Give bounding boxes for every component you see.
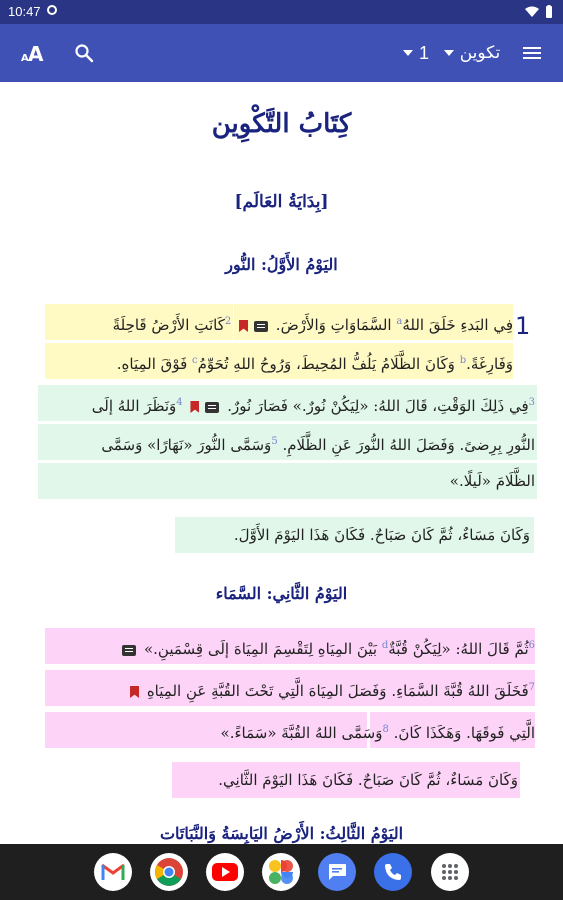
dock-chrome[interactable] xyxy=(150,853,188,891)
verse-line xyxy=(48,343,513,379)
status-bar xyxy=(0,0,563,24)
verse-7-text-b[interactable]: الَّتِي فَوقَهَا. وَهَكَذَا كَانَ. xyxy=(393,724,535,742)
verse-2-text-c[interactable]: وَكَانَ الظَّلَامُ يَلُفُّ المُحِيطَ، وَرُوحُ اللهِ تُحَوِّمُ xyxy=(197,355,455,373)
bookmark-icon[interactable] xyxy=(239,320,248,332)
verse-number: 5 xyxy=(271,436,278,447)
book-selector[interactable] xyxy=(438,24,506,82)
battery-icon xyxy=(545,5,553,19)
status-icons xyxy=(525,5,553,19)
verse-number: 6 xyxy=(528,640,535,651)
section-heading: [بِدَايَةُ العَالَم] xyxy=(234,192,329,212)
verse-line xyxy=(45,670,535,706)
verse-1-text[interactable]: فِي البَدءِ خَلَقَ اللهُ xyxy=(402,316,513,334)
dock-messages[interactable] xyxy=(318,853,356,891)
book-title: كِتَابُ التَّكْوِين xyxy=(211,109,352,139)
app-toolbar xyxy=(0,24,563,82)
chapter-selector[interactable] xyxy=(396,24,436,82)
verse-8-text[interactable]: وَسَمَّى اللهُ القُبَّةَ «سَمَاءً.» xyxy=(220,724,383,742)
chevron-down-icon xyxy=(444,50,454,56)
verse-number: 4 xyxy=(176,397,183,408)
dock-photos[interactable] xyxy=(262,853,300,891)
footnote-a[interactable]: a xyxy=(396,316,403,327)
dock-phone[interactable] xyxy=(374,853,412,891)
verse-6-text-b[interactable]: بَيْنَ المِيَاهِ لِتَقْسِمَ المِيَاهَ إلَى قِسْمَينِ.» xyxy=(143,640,378,658)
text-size-icon xyxy=(21,42,47,64)
day3-heading: اليَوْمُ الثَّالِثُ: الأَرْضُ اليَابِسَةُ وَالنَّبَاتَات xyxy=(159,824,404,843)
apps-icon xyxy=(441,863,459,881)
verse-3-text[interactable]: فِي ذَلِكَ الوَقْتِ، قَالَ اللهُ: «لِيَكُنْ نُورٌ.» فَصَارَ نُورٌ. xyxy=(227,397,529,415)
day1-close[interactable]: وَكَانَ مَسَاءٌ، ثُمَّ كَانَ صَبَاحٌ. فَكَانَ هَذَا اليَوْمَ الأَوَّلَ. xyxy=(233,526,530,544)
menu-icon xyxy=(522,45,542,61)
verse-line xyxy=(35,385,535,421)
reader-content xyxy=(0,82,563,844)
verse-4-text[interactable]: وَنَظَرَ اللهُ إلَى xyxy=(91,397,177,415)
dock-gmail[interactable] xyxy=(94,853,132,891)
bookmark-icon[interactable] xyxy=(190,401,199,413)
note-icon[interactable] xyxy=(205,402,219,413)
footnote-c[interactable]: c xyxy=(192,355,198,366)
chevron-down-icon xyxy=(403,50,413,56)
search-icon xyxy=(74,43,94,63)
dock-youtube[interactable] xyxy=(206,853,244,891)
verse-5-text-b[interactable]: الظَّلَامَ «لَيلًا.» xyxy=(449,472,535,490)
menu-button[interactable] xyxy=(512,24,552,82)
bookmark-icon[interactable] xyxy=(130,686,139,698)
note-icon[interactable] xyxy=(122,645,136,656)
chapter-number: 1 xyxy=(515,312,531,340)
dock-apps[interactable] xyxy=(431,853,469,891)
verse-number: 2 xyxy=(224,316,232,327)
messages-icon xyxy=(327,863,347,881)
verse-4-text-b[interactable]: النُّورِ بِرِضىً. وَفَصَلَ اللهُ النُّورَ عَنِ الظَّلَامِ. xyxy=(282,436,535,454)
chapter-label: 1 xyxy=(418,42,429,63)
verse-2-text-b[interactable]: وَفَارِغَةً. xyxy=(466,355,513,373)
book-label: تكوين xyxy=(459,43,501,63)
verse-line xyxy=(48,304,513,340)
status-time: 10:47 xyxy=(8,4,41,19)
wifi-icon xyxy=(525,6,539,18)
footnote-b[interactable]: b xyxy=(459,355,467,366)
verse-7-text[interactable]: فَخَلَقَ اللهُ قُبَّةَ السَّمَاءِ. وَفَصَلَ المِيَاهَ الَّتِي تَحْتَ القُبَّةِ عَنِ المِيَاهِ xyxy=(146,682,529,700)
verse-line xyxy=(35,463,535,499)
verse-line xyxy=(45,712,535,748)
gmail-icon xyxy=(101,863,125,881)
verse-5-text[interactable]: وَسَمَّى النُّورَ «نَهَارًا» وَسَمَّى xyxy=(101,436,272,454)
svg-text:A: A xyxy=(28,42,44,64)
verse-number: 7 xyxy=(528,682,535,693)
verse-2-text-d[interactable]: فَوْقَ المِيَاهِ. xyxy=(116,355,188,373)
phone-icon xyxy=(384,863,402,881)
verse-1-text-b[interactable]: السَّمَاوَاتِ وَالأَرْضَ. xyxy=(275,316,392,334)
footnote-d[interactable]: d xyxy=(381,640,389,651)
photos-icon xyxy=(268,859,294,885)
notification-icon xyxy=(47,5,57,15)
verse-2-text[interactable]: كَانَتِ الأَرْضُ قَاحِلَةً xyxy=(112,316,225,334)
day2-heading: اليَوْمُ الثَّانِي: السَّمَاء xyxy=(215,584,348,603)
chrome-icon xyxy=(154,857,184,887)
verse-line xyxy=(35,424,535,460)
verse-number: 3 xyxy=(528,397,535,408)
youtube-icon xyxy=(212,863,238,881)
day1-heading: اليَوْمُ الأَوَّلُ: النُّور xyxy=(225,255,338,274)
verse-number: 8 xyxy=(382,724,389,735)
svg-text:A: A xyxy=(21,53,29,64)
verse-line xyxy=(45,628,535,664)
search-button[interactable] xyxy=(64,24,104,82)
text-size-button[interactable] xyxy=(14,24,54,82)
verse-6-text[interactable]: ثُمَّ قَالَ اللهُ: «لِيَكُنْ قُبَّةٌ xyxy=(388,640,529,658)
note-icon[interactable] xyxy=(254,321,268,332)
day2-close[interactable]: وَكَانَ مَسَاءٌ، ثُمَّ كَانَ صَبَاحٌ. فَكَانَ هَذَا اليَوْمَ الثَّانِي. xyxy=(218,771,518,789)
